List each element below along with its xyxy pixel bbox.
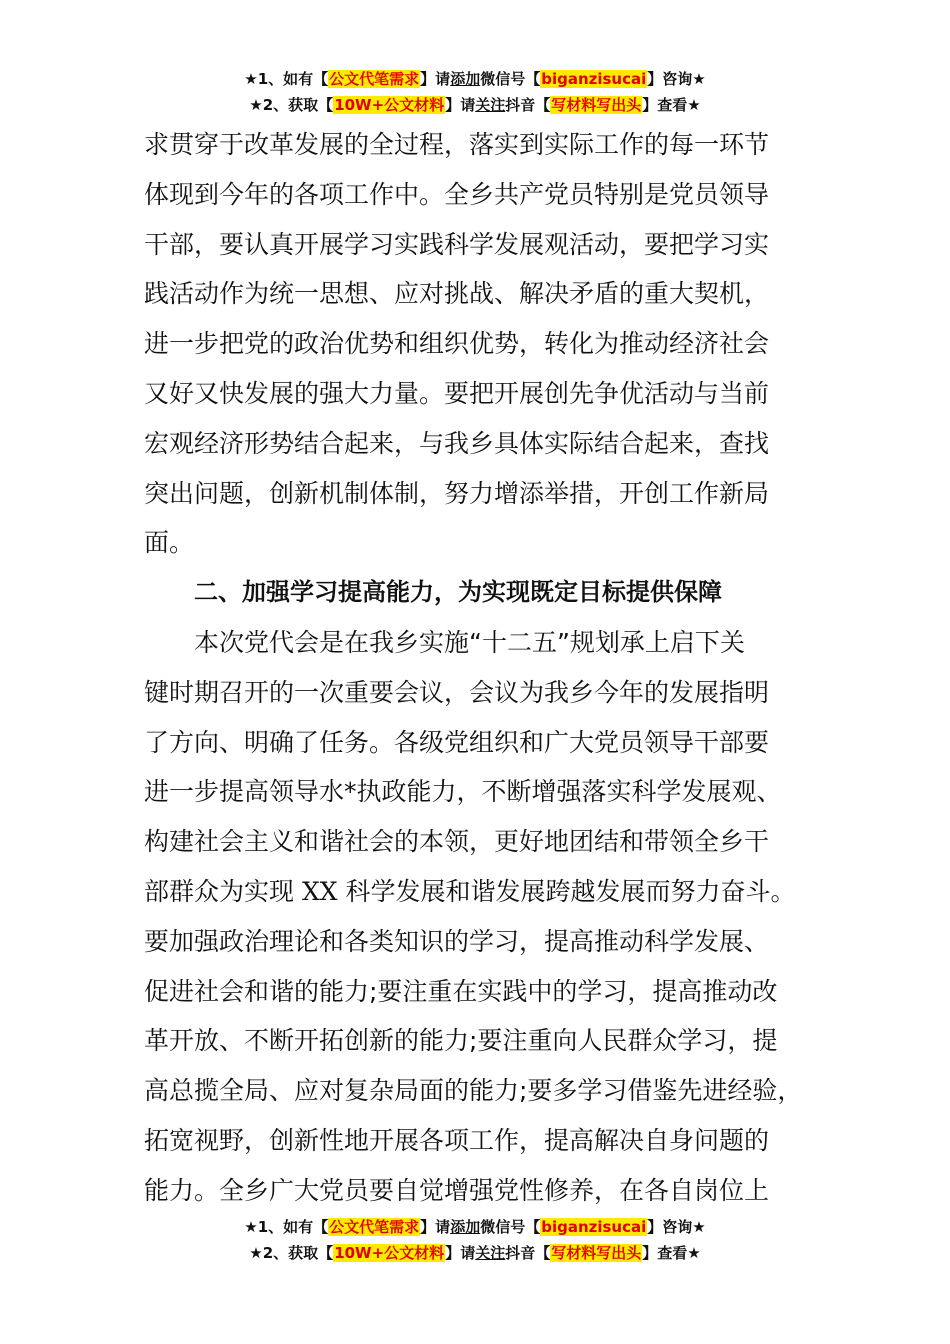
body-line: 拓宽视野，创新性地开展各项工作，提高解决自身问题的 [144,1125,770,1155]
document-body [144,120,834,1216]
highlight-douyin-account: 写材料写出头 [551,1244,642,1262]
highlight-douyin-account: 写材料写出头 [551,96,642,114]
body-line: 能力。全乡广大党员要自觉增强党性修养，在各自岗位上 [144,1175,770,1205]
body-line: 进一步提高领导水*执政能力，不断增强落实科学发展观、 [144,777,782,807]
body-line: 要加强政治理论和各类知识的学习，提高推动科学发展、 [144,926,770,956]
body-line: 进一步把党的政治优势和组织优势，转化为推动经济社会 [144,329,770,359]
body-line: 面。 [144,528,195,558]
body-line: 促进社会和谐的能力;要注重在实践中的学习，提高推动改 [144,976,778,1006]
body-line: 部群众为实现 XX 科学发展和谐发展跨越发展而努力奋斗。 [144,876,796,906]
body-line: 又好又快发展的强大力量。要把开展创先争优活动与当前 [144,378,770,408]
body-line: 革开放、不断开拓创新的能力;要注重向人民群众学习，提 [144,1026,778,1056]
highlight-wechat-id: biganzisucai [541,1218,647,1236]
body-line: 体现到今年的各项工作中。全乡共产党员特别是党员领导 [144,179,770,209]
highlight-materials: 10W+公文材料 [334,1244,445,1262]
body-line: 了方向、明确了任务。各级党组织和广大党员领导干部要 [144,727,770,757]
body-line: 键时期召开的一次重要会议，会议为我乡今年的发展指明 [144,677,770,707]
body-line: 构建社会主义和谐社会的本领，更好地团结和带领全乡干 [144,827,770,857]
body-line: 干部，要认真开展学习实践科学发展观活动，要把学习实 [144,229,770,259]
highlight-service: 公文代笔需求 [329,1218,420,1236]
body-line: 践活动作为统一思想、应对挑战、解决矛盾的重大契机， [144,279,770,309]
body-line: 求贯穿于改革发展的全过程，落实到实际工作的每一环节 [144,130,770,159]
footer-banner [0,1214,950,1266]
banner-line-1: ★1、如有【公文代笔需求】请添加微信号【biganzisucai】咨询★ [244,70,706,88]
highlight-service: 公文代笔需求 [329,70,420,88]
banner-line-2: ★2、获取【10W+公文材料】请关注抖音【写材料写出头】查看★ [249,1244,701,1262]
highlight-wechat-id: biganzisucai [541,70,647,88]
highlight-materials: 10W+公文材料 [334,96,445,114]
body-line: 突出问题，创新机制体制，努力增添举措，开创工作新局 [144,478,770,508]
section-heading: 二、加强学习提高能力，为实现既定目标提供保障 [194,578,722,607]
banner-line-1: ★1、如有【公文代笔需求】请添加微信号【biganzisucai】咨询★ [244,1218,706,1236]
body-line: 高总揽全局、应对复杂局面的能力;要多学习借鉴先进经验， [144,1076,803,1106]
header-banner [0,66,950,118]
banner-line-2: ★2、获取【10W+公文材料】请关注抖音【写材料写出头】查看★ [249,96,701,114]
body-line: 宏观经济形势结合起来，与我乡具体实际结合起来，查找 [144,428,770,458]
body-line: 本次党代会是在我乡实施“十二五”规划承上启下关 [194,627,745,657]
